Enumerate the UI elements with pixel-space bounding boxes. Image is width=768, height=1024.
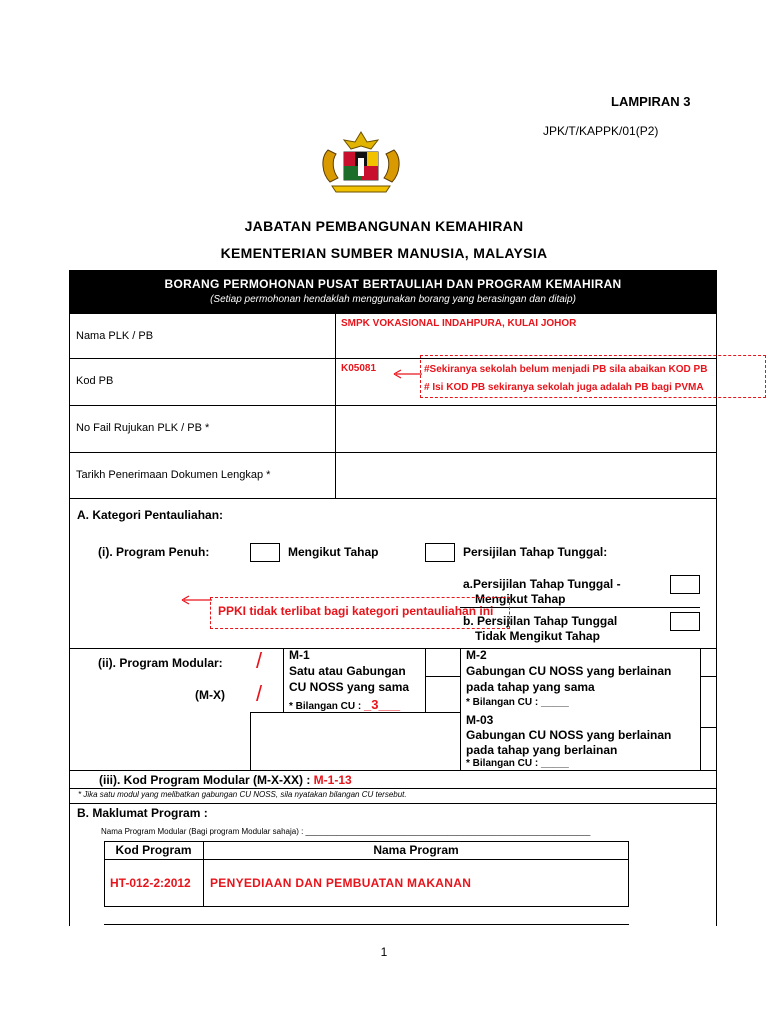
modular-divider (425, 648, 426, 712)
value-nama-plk[interactable]: SMPK VOKASIONAL INDAHPURA, KULAI JOHOR (341, 318, 577, 329)
form-left-border (69, 270, 70, 926)
mengikut-tahap-label: Mengikut Tahap (288, 545, 379, 559)
form-title-banner (69, 270, 717, 313)
label-nama-plk: Nama PLK / PB (76, 330, 154, 342)
section-b-title: B. Maklumat Program : (77, 806, 208, 820)
m1-desc-2: CU NOSS yang sama (289, 680, 410, 694)
row-line (69, 313, 717, 314)
section-a-title: A. Kategori Pentauliahan: (77, 508, 224, 522)
checkbox-persijilan[interactable] (425, 543, 455, 562)
page-number: 1 (380, 945, 388, 959)
checkbox-option-b[interactable] (670, 612, 700, 631)
modular-divider (700, 648, 701, 770)
modular-line (700, 727, 716, 728)
lampiran-label: LAMPIRAN 3 (611, 94, 691, 109)
form-subtitle: (Setiap permohonan hendaklah menggunakan borang yang berasingan dan ditaip) (210, 294, 576, 305)
persijilan-label: Persijilan Tahap Tunggal: (463, 545, 608, 559)
m2-desc-1: Gabungan CU NOSS yang berlainan (466, 664, 672, 678)
row-line (69, 498, 717, 499)
option-a-line1: a.Persijilan Tahap Tunggal - (463, 577, 621, 591)
coat-of-arms-logo (318, 128, 404, 194)
program-modular-label: (ii). Program Modular: (98, 656, 223, 670)
kod-modular-value[interactable]: M-1-13 (313, 773, 352, 787)
department-title: JABATAN PEMBANGUNAN KEMAHIRAN (244, 218, 524, 234)
modular-line (250, 712, 460, 713)
modular-line (700, 676, 716, 677)
nama-program-modular: Nama Program Modular (Bagi program Modular sahaja) : ________________________________________________________________ (101, 827, 591, 836)
modular-bottom-line (69, 770, 717, 771)
label-kod-pb: Kod PB (76, 375, 114, 387)
label-no-fail: No Fail Rujukan PLK / PB * (76, 422, 210, 434)
form-title: BORANG PERMOHONAN PUSAT BERTAULIAH DAN PROGRAM KEMAHIRAN (164, 277, 622, 291)
modular-divider (283, 648, 284, 712)
kod-pb-note-1: #Sekiranya sekolah belum menjadi PB sila abaikan KOD PB (424, 364, 708, 375)
m1-code: M-1 (289, 648, 310, 662)
kod-modular-row (99, 773, 352, 787)
arrow-left-icon (180, 593, 214, 607)
m3-bilangan[interactable]: * Bilangan CU : _____ (466, 758, 569, 769)
checkmark-slash-1[interactable]: / (256, 648, 263, 673)
program-penuh-label: (i). Program Penuh: (98, 545, 210, 559)
modular-line (425, 676, 460, 677)
mx-label: (M-X) (195, 688, 225, 702)
row-line (69, 803, 717, 804)
kod-pb-note-2: # Isi KOD PB sekiranya sekolah juga adalah PB bagi PVMA (424, 382, 704, 393)
checkbox-option-a[interactable] (670, 575, 700, 594)
option-b-line2: Tidak Mengikut Tahap (475, 629, 600, 643)
input-tarikh[interactable] (336, 453, 715, 497)
option-a-line2: Mengikut Tahap (475, 592, 566, 606)
kod-program-value[interactable]: HT-012-2:2012 (110, 876, 191, 890)
row-line (69, 788, 717, 789)
m3-code: M-03 (466, 713, 494, 727)
ministry-title: KEMENTERIAN SUMBER MANUSIA, MALAYSIA (220, 245, 548, 261)
option-b-line1: b. Persijilan Tahap Tunggal (463, 614, 618, 628)
col-nama-program: Nama Program (373, 843, 459, 857)
table-header-line (104, 859, 629, 860)
m1-bilangan-value[interactable]: _3___ (364, 697, 401, 712)
modular-divider (250, 712, 251, 770)
ppki-note: PPKI tidak terlibat bagi kategori pentauliahan ini (218, 604, 494, 618)
modular-divider (460, 648, 461, 770)
m2-desc-2: pada tahap yang sama (466, 680, 595, 694)
label-tarikh: Tarikh Penerimaan Dokumen Lengkap * (76, 469, 271, 481)
checkbox-mengikut-tahap[interactable] (250, 543, 280, 562)
m3-desc-1: Gabungan CU NOSS yang berlainan (466, 728, 672, 742)
col-kod-program: Kod Program (115, 843, 192, 857)
input-no-fail[interactable] (336, 406, 715, 451)
footnote: * Jika satu modul yang melibatkan gabungan CU NOSS, sila nyatakan bilangan CU tersebut. (78, 790, 407, 799)
bottom-line (104, 924, 629, 925)
m1-desc-1: Satu atau Gabungan (289, 664, 406, 678)
checkmark-slash-2[interactable]: / (256, 681, 263, 706)
m1-bilangan (289, 697, 400, 712)
m2-code: M-2 (466, 648, 487, 662)
m2-bilangan[interactable]: * Bilangan CU : _____ (466, 697, 569, 708)
modular-top-line (69, 648, 717, 649)
m3-desc-2: pada tahap yang berlainan (466, 743, 618, 757)
kod-modular-label: (iii). Kod Program Modular (M-X-XX) : (99, 773, 314, 787)
bilangan-label: * Bilangan CU : (289, 701, 365, 712)
nama-program-value[interactable]: PENYEDIAAN DAN PEMBUATAN MAKANAN (210, 876, 472, 890)
value-kod-pb[interactable]: K05081 (341, 363, 377, 374)
reference-code: JPK/T/KAPPK/01(P2) (543, 124, 659, 138)
